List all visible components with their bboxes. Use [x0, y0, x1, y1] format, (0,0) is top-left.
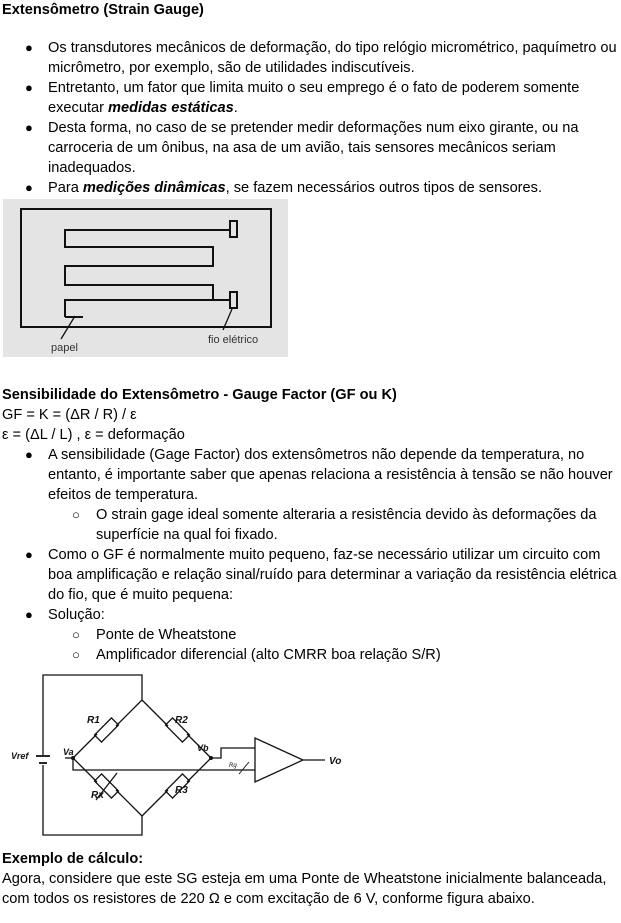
sub-list [48, 505, 617, 545]
paper-outline [21, 209, 271, 327]
gauge-factor-bullet-list [0, 445, 621, 665]
op-amp [255, 738, 303, 782]
solution-diff-amp: Amplificador diferencial (alto CMRR boa relação S/R) [96, 647, 441, 663]
label-r2: R2 [175, 715, 188, 726]
bullet-icon: ● [25, 447, 33, 462]
bullet-icon: ● [25, 80, 33, 95]
label-r3: R3 [175, 785, 188, 796]
section-title-example: Exemplo de cálculo: [2, 851, 144, 867]
label-vref: Vref [11, 751, 29, 761]
sub-list-item [46, 625, 617, 645]
emphasis-static-measures: medidas estáticas [108, 100, 234, 116]
terminal-top [230, 221, 237, 237]
strain-gauge-drawing [3, 199, 288, 357]
gauge-grid [65, 230, 230, 317]
label-r1: R1 [87, 715, 100, 726]
bullet-text: Entretanto, um fator que limita muito o seu emprego é o fato de poderem somente executar [48, 80, 580, 116]
list-item [0, 38, 621, 78]
list-item [0, 445, 621, 545]
bullet-icon: ● [25, 40, 33, 55]
bullet-icon: ● [25, 607, 33, 622]
section-title-gauge-factor: Sensibilidade do Extensômetro - Gauge Factor (GF ou K) [2, 387, 397, 403]
list-item [0, 78, 621, 118]
circle-bullet-icon: ○ [72, 647, 80, 662]
sub-list-item [46, 645, 617, 665]
example-paragraph: Agora, considere que este SG esteja em uma Ponte de Wheatstone inicialmente balanceada, com todos os resistores de 220 Ω e com excitação de 6 V, conforme figura abaixo. [2, 871, 607, 907]
gain-arrow [239, 762, 249, 774]
bullet-text-end: . [233, 100, 238, 116]
bullet-icon: ● [25, 547, 33, 562]
bullet-icon: ● [25, 180, 33, 195]
strain-gauge-bullet-list [0, 38, 621, 198]
bullet-text: A sensibilidade (Gage Factor) dos extensômetros não depende da temperatura, no entanto, é importante saber que apenas relaciona a resistência à tensão se não houver efeitos de temperatura. [48, 447, 613, 503]
paper-label: papel [51, 342, 78, 354]
bullet-text-end: , se fazem necessários outros tipos de sensores. [225, 180, 543, 196]
solution-wheatstone: Ponte de Wheatstone [96, 627, 237, 643]
label-vo: Vo [329, 756, 342, 767]
bullet-text: Desta forma, no caso de se pretender medir deformações num eixo girante, ou na carroceria de um ônibus, na asa de um avião, tais sensores mecânicos seriam inadequados. [48, 120, 579, 176]
section-title-strain-gauge: Extensômetro (Strain Gauge) [2, 2, 204, 18]
bullet-text: Os transdutores mecânicos de deformação, do tipo relógio micrométrico, paquímetro ou micrômetro, por exemplo, são de utilidades indiscutíveis. [48, 40, 617, 76]
sub-bullet-text: O strain gage ideal somente alteraria a resistência devido às deformações da superfície na qual foi fixado. [96, 507, 597, 543]
bullet-icon: ● [25, 120, 33, 135]
strain-gauge-figure [3, 199, 288, 357]
circuit-drawing [3, 670, 353, 840]
list-item [0, 118, 621, 178]
list-item [0, 178, 621, 198]
list-item [0, 605, 621, 665]
label-rg: Rg [229, 763, 237, 769]
bullet-text: Solução: [48, 607, 105, 623]
label-va: Va [63, 747, 74, 757]
circle-bullet-icon: ○ [72, 507, 80, 522]
strain-formula: ε = (ΔL / L) , ε = deformação [2, 427, 185, 443]
circle-bullet-icon: ○ [72, 627, 80, 642]
label-vb: Vb [197, 743, 209, 753]
bullet-text: Como o GF é normalmente muito pequeno, faz-se necessário utilizar um circuito com boa amplificação e relação sinal/ruído para determinar a variação da resistência elétrica do fio, que é muito pequena: [48, 547, 617, 603]
solutions-list [48, 625, 617, 665]
terminal-bottom [230, 292, 237, 308]
emphasis-dynamic-measures: medições dinâmicas [82, 180, 226, 196]
sub-list-item [46, 505, 617, 545]
label-rx: Rx [91, 790, 104, 801]
gauge-factor-formula: GF = K = (ΔR / R) / ε [2, 407, 137, 423]
wheatstone-circuit-figure [3, 670, 353, 840]
bullet-text: Para [48, 180, 83, 196]
list-item [0, 545, 621, 605]
wire-label: fio elétrico [208, 334, 259, 346]
